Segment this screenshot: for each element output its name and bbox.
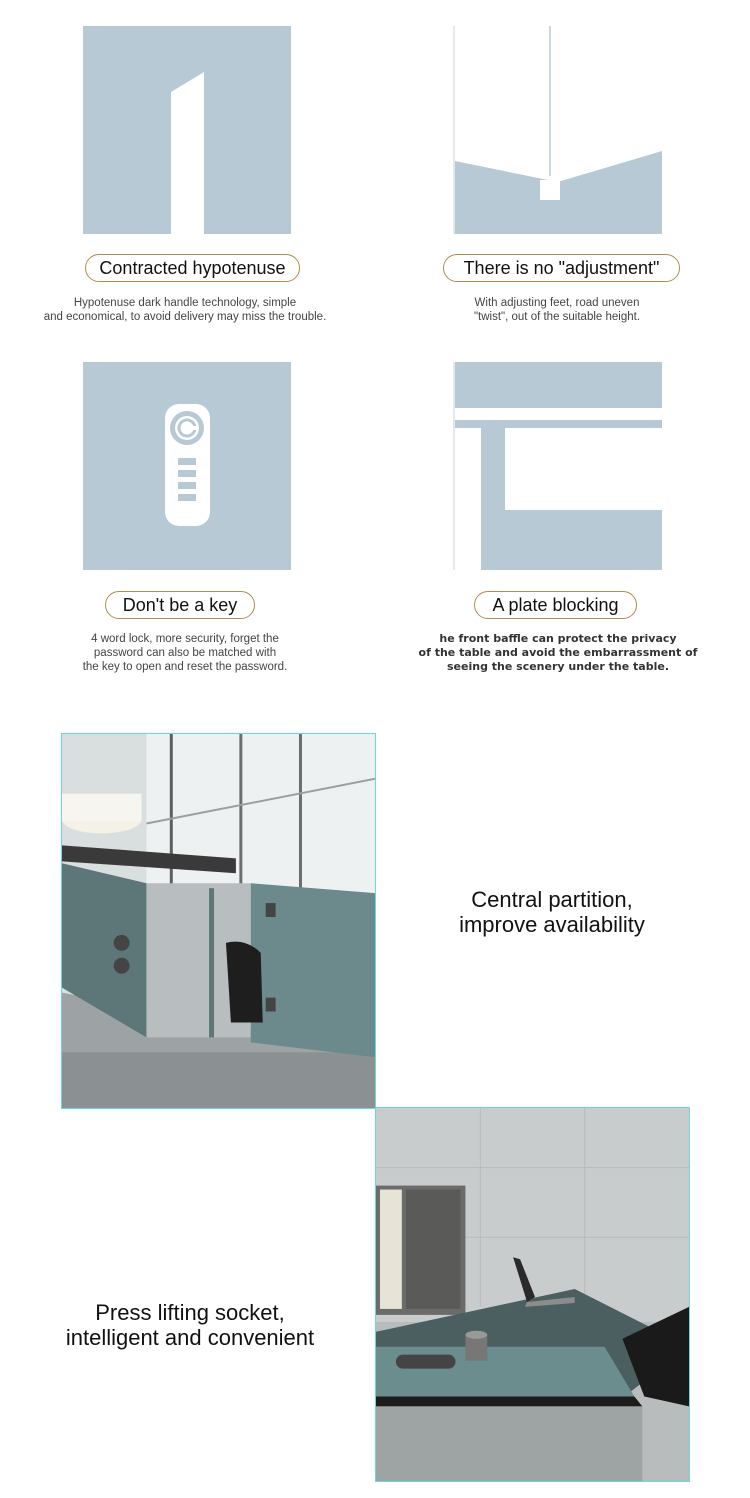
front-baffle-icon xyxy=(453,362,662,570)
feature-title-4: A plate blocking xyxy=(474,591,637,619)
feature-description-1: Hypotenuse dark handle technology, simple and economical, to avoid delivery may miss the trouble. xyxy=(43,297,327,323)
cabinet-illustration xyxy=(62,734,375,1108)
remote-lock-tile xyxy=(83,362,291,570)
socket-photo xyxy=(375,1107,690,1482)
leveling-foot-tile xyxy=(453,26,662,234)
front-baffle-tile xyxy=(453,362,662,570)
feature-title-2: There is no "adjustment" xyxy=(443,254,680,282)
feature-description-4: he front baffle can protect the privacy of the table and avoid the embarrassment of seeing the scenery under the table. xyxy=(418,632,698,673)
showcase-caption-2: Press lifting socket, intelligent and convenient xyxy=(65,1300,315,1350)
feature-description-2: With adjusting feet, road uneven "twist", out of the suitable height. xyxy=(473,297,641,323)
socket-illustration xyxy=(376,1108,689,1481)
handle-icon xyxy=(83,26,291,234)
leveling-foot-icon xyxy=(453,26,662,234)
feature-title-1: Contracted hypotenuse xyxy=(85,254,300,282)
showcase-caption-1: Central partition, improve availability xyxy=(459,887,645,937)
cabinet-photo xyxy=(61,733,376,1109)
feature-description-3: 4 word lock, more security, forget the password can also be matched with the key to open and reset the password. xyxy=(82,633,288,673)
remote-lock-icon xyxy=(83,362,291,570)
handle-icon-tile xyxy=(83,26,291,234)
feature-title-3: Don't be a key xyxy=(105,591,255,619)
